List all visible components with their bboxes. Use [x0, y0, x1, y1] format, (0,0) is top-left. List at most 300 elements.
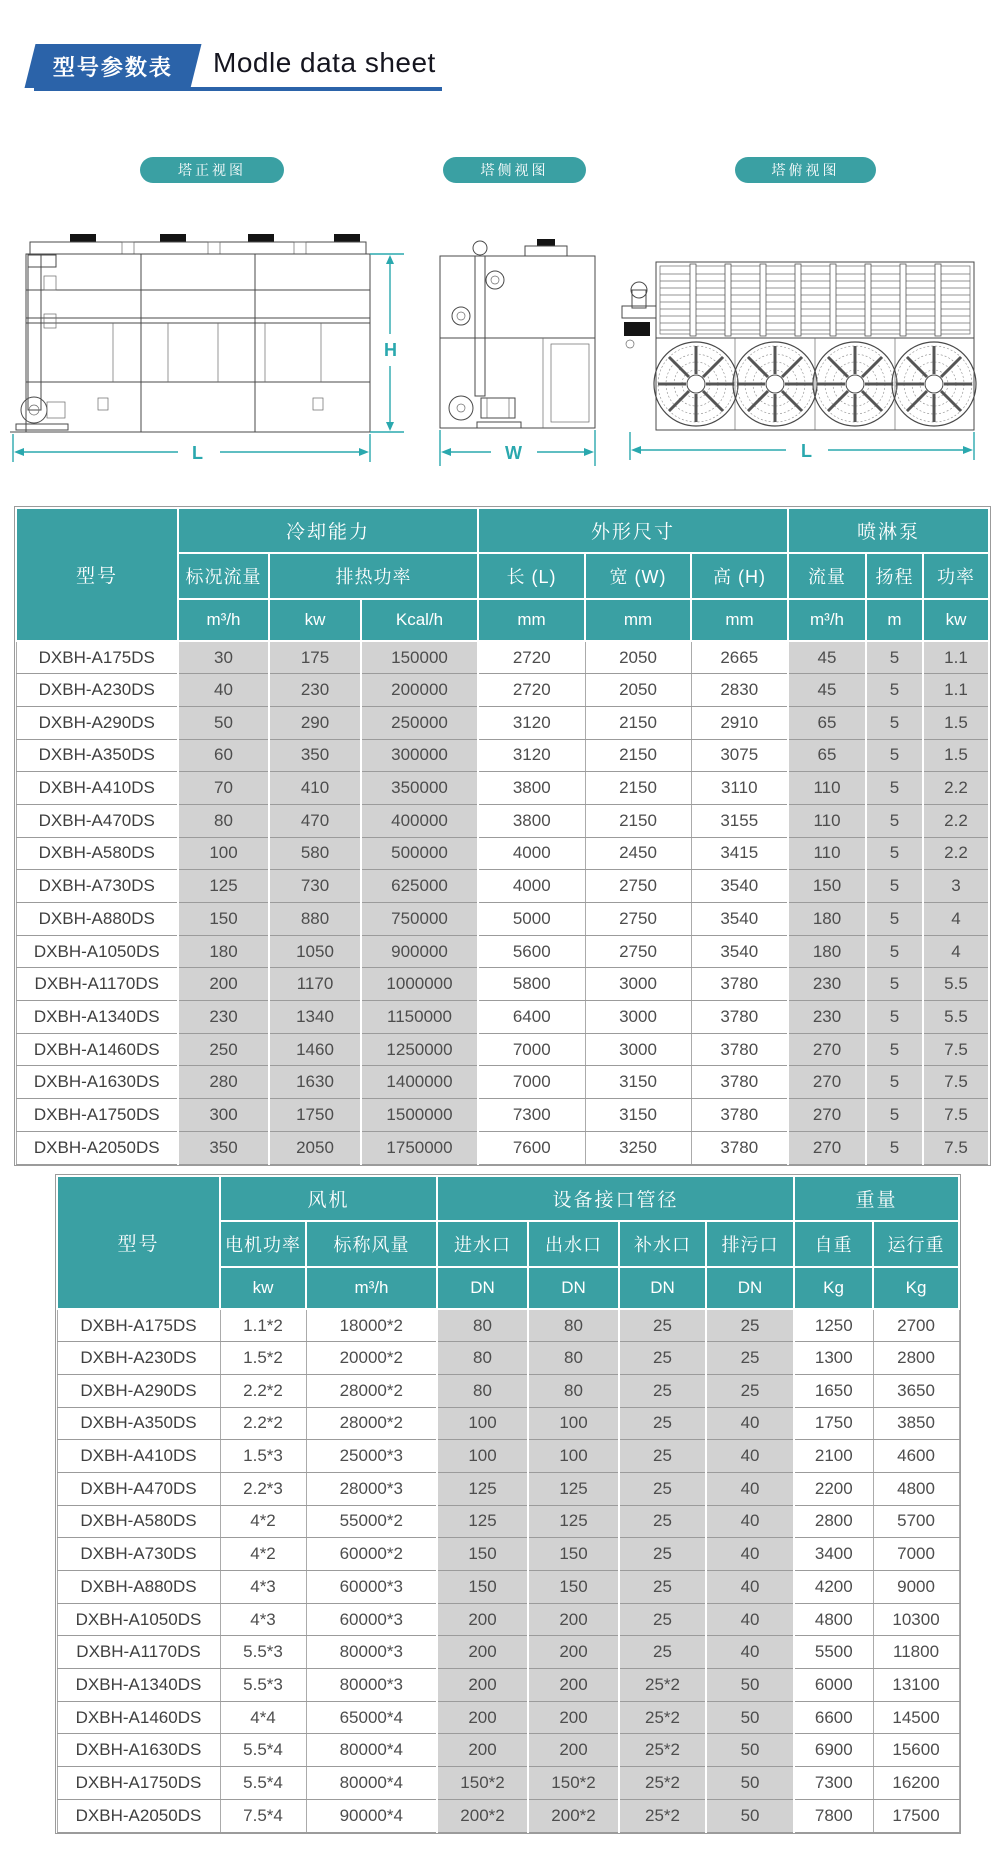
table-row: [16, 837, 989, 870]
value-cell: 1.5: [923, 706, 989, 739]
value-cell: 1.1: [923, 674, 989, 707]
unit-cell: kw: [269, 599, 361, 641]
value-cell: 40: [178, 674, 269, 707]
model-cell: DXBH-A1460DS: [57, 1701, 220, 1734]
value-cell: 1300: [794, 1342, 873, 1375]
value-cell: 6400: [478, 1001, 585, 1034]
value-cell: 1250000: [361, 1033, 478, 1066]
table-row: [57, 1799, 959, 1832]
model-cell: DXBH-A1050DS: [16, 935, 178, 968]
value-cell: 2800: [873, 1342, 959, 1375]
model-cell: DXBH-A1170DS: [57, 1636, 220, 1669]
value-cell: 25: [619, 1538, 706, 1571]
value-cell: 1.5: [923, 739, 989, 772]
value-cell: 80000*4: [306, 1734, 437, 1767]
value-cell: 3075: [691, 739, 788, 772]
model-cell: DXBH-A1050DS: [57, 1603, 220, 1636]
value-cell: 45: [788, 641, 866, 674]
value-cell: 900000: [361, 935, 478, 968]
value-cell: 250000: [361, 706, 478, 739]
value-cell: 150: [528, 1538, 619, 1571]
value-cell: 40: [706, 1571, 794, 1604]
value-cell: 2.2*2: [220, 1374, 306, 1407]
value-cell: 25: [706, 1374, 794, 1407]
value-cell: 25: [619, 1407, 706, 1440]
value-cell: 2150: [585, 706, 691, 739]
table-row: [57, 1407, 959, 1440]
value-cell: 4800: [794, 1603, 873, 1636]
value-cell: 25: [619, 1440, 706, 1473]
value-cell: 150: [437, 1571, 528, 1604]
value-cell: 80000*3: [306, 1636, 437, 1669]
value-cell: 90000*4: [306, 1799, 437, 1832]
value-cell: 200: [528, 1734, 619, 1767]
col-header-pump-power: 功率: [923, 553, 989, 599]
table-row: [16, 1066, 989, 1099]
model-cell: DXBH-A1630DS: [57, 1734, 220, 1767]
value-cell: 2050: [585, 641, 691, 674]
table-row: [16, 772, 989, 805]
value-cell: 5.5*4: [220, 1767, 306, 1800]
value-cell: 3850: [873, 1407, 959, 1440]
length-dim-label: L: [192, 443, 203, 463]
value-cell: 4200: [794, 1571, 873, 1604]
value-cell: 25*2: [619, 1669, 706, 1702]
value-cell: 60000*3: [306, 1571, 437, 1604]
value-cell: 25: [619, 1374, 706, 1407]
value-cell: 2.2: [923, 772, 989, 805]
value-cell: 7.5: [923, 1066, 989, 1099]
value-cell: 5: [866, 1033, 923, 1066]
value-cell: 5: [866, 1066, 923, 1099]
value-cell: 625000: [361, 870, 478, 903]
model-cell: DXBH-A410DS: [57, 1440, 220, 1473]
value-cell: 580: [269, 837, 361, 870]
unit-cell: mm: [691, 599, 788, 641]
value-cell: 150: [788, 870, 866, 903]
value-cell: 25*2: [619, 1767, 706, 1800]
width-dim-label: W: [505, 443, 522, 463]
value-cell: 80000*3: [306, 1669, 437, 1702]
side-view-badge: 塔侧视图: [443, 157, 586, 183]
table-row: [16, 1099, 989, 1132]
model-cell: DXBH-A2050DS: [57, 1799, 220, 1832]
value-cell: 28000*2: [306, 1374, 437, 1407]
value-cell: 1630: [269, 1066, 361, 1099]
col-header-pump-flow: 流量: [788, 553, 866, 599]
col-header-heat-power: 排热功率: [269, 553, 478, 599]
page-title: Modle data sheet: [213, 47, 436, 78]
value-cell: 50: [706, 1799, 794, 1832]
value-cell: 180: [788, 935, 866, 968]
group-header-spray-pump: 喷淋泵: [788, 508, 989, 553]
value-cell: 200*2: [528, 1799, 619, 1832]
value-cell: 25*2: [619, 1734, 706, 1767]
front-view-badge: 塔正视图: [140, 157, 284, 183]
unit-cell: Kg: [873, 1267, 959, 1309]
value-cell: 400000: [361, 804, 478, 837]
unit-cell: kw: [220, 1267, 306, 1309]
title-badge: [25, 44, 202, 88]
value-cell: 40: [706, 1472, 794, 1505]
model-cell: DXBH-A1170DS: [16, 968, 178, 1001]
fan: [813, 342, 897, 426]
value-cell: 7600: [478, 1131, 585, 1164]
value-cell: 3780: [691, 1066, 788, 1099]
value-cell: 3: [923, 870, 989, 903]
value-cell: 230: [178, 1001, 269, 1034]
value-cell: 5: [866, 935, 923, 968]
fan-motor-cap: [334, 234, 360, 242]
value-cell: 3120: [478, 739, 585, 772]
standpipe: [475, 256, 485, 396]
value-cell: 25000*3: [306, 1440, 437, 1473]
side-view-drawing: [425, 236, 615, 468]
value-cell: 7000: [478, 1033, 585, 1066]
title-badge-label: 型号参数表: [52, 54, 173, 80]
value-cell: 3780: [691, 968, 788, 1001]
value-cell: 80: [528, 1342, 619, 1375]
value-cell: 9000: [873, 1571, 959, 1604]
model-cell: DXBH-A175DS: [57, 1309, 220, 1342]
value-cell: 25*2: [619, 1799, 706, 1832]
value-cell: 1050: [269, 935, 361, 968]
value-cell: 5600: [478, 935, 585, 968]
col-header-model: 型号: [16, 508, 178, 641]
value-cell: 3540: [691, 903, 788, 936]
table-row: [57, 1342, 959, 1375]
value-cell: 2800: [794, 1505, 873, 1538]
model-cell: DXBH-A880DS: [16, 903, 178, 936]
value-cell: 65: [788, 739, 866, 772]
value-cell: 3780: [691, 1131, 788, 1164]
fan: [654, 342, 738, 426]
model-cell: DXBH-A1630DS: [16, 1066, 178, 1099]
value-cell: 7.5*4: [220, 1799, 306, 1832]
value-cell: 125: [178, 870, 269, 903]
unit-cell: mm: [478, 599, 585, 641]
value-cell: 25: [619, 1472, 706, 1505]
value-cell: 2750: [585, 870, 691, 903]
value-cell: 5: [866, 772, 923, 805]
model-cell: DXBH-A470DS: [57, 1472, 220, 1505]
value-cell: 2150: [585, 739, 691, 772]
pipe-flange: [486, 271, 504, 289]
value-cell: 2100: [794, 1440, 873, 1473]
unit-cell: m³/h: [788, 599, 866, 641]
value-cell: 290: [269, 706, 361, 739]
value-cell: 25: [619, 1342, 706, 1375]
value-cell: 100: [528, 1407, 619, 1440]
model-cell: DXBH-A2050DS: [16, 1131, 178, 1164]
value-cell: 65000*4: [306, 1701, 437, 1734]
col-header-makeup-water: 补水口: [619, 1221, 706, 1267]
value-cell: 1.5*3: [220, 1440, 306, 1473]
title-underline: [34, 87, 442, 91]
value-cell: 200: [528, 1636, 619, 1669]
model-cell: DXBH-A1460DS: [16, 1033, 178, 1066]
value-cell: 6000: [794, 1669, 873, 1702]
value-cell: 50: [706, 1767, 794, 1800]
model-cell: DXBH-A470DS: [16, 804, 178, 837]
value-cell: 2700: [873, 1309, 959, 1342]
table-row: [57, 1472, 959, 1505]
table-row: [16, 1033, 989, 1066]
value-cell: 1250: [794, 1309, 873, 1342]
value-cell: 4*4: [220, 1701, 306, 1734]
value-cell: 5.5*3: [220, 1669, 306, 1702]
value-cell: 3000: [585, 1001, 691, 1034]
table-row: [16, 1001, 989, 1034]
value-cell: 500000: [361, 837, 478, 870]
model-cell: DXBH-A580DS: [16, 837, 178, 870]
pipe-flange: [44, 276, 56, 290]
value-cell: 5.5: [923, 968, 989, 1001]
value-cell: 3780: [691, 1099, 788, 1132]
value-cell: 5000: [478, 903, 585, 936]
value-cell: 80: [528, 1309, 619, 1342]
value-cell: 125: [437, 1472, 528, 1505]
value-cell: 200000: [361, 674, 478, 707]
value-cell: 175: [269, 641, 361, 674]
value-cell: 3250: [585, 1131, 691, 1164]
model-cell: DXBH-A730DS: [57, 1538, 220, 1571]
value-cell: 25: [619, 1309, 706, 1342]
value-cell: 5700: [873, 1505, 959, 1538]
model-cell: DXBH-A730DS: [16, 870, 178, 903]
unit-cell: DN: [528, 1267, 619, 1309]
table-row: [16, 674, 989, 707]
value-cell: 80: [528, 1374, 619, 1407]
table-row: [57, 1734, 959, 1767]
value-cell: 70: [178, 772, 269, 805]
value-cell: 230: [788, 968, 866, 1001]
value-cell: 2830: [691, 674, 788, 707]
pump-motor: [481, 398, 515, 418]
value-cell: 5: [866, 641, 923, 674]
value-cell: 40: [706, 1538, 794, 1571]
value-cell: 2.2*3: [220, 1472, 306, 1505]
pump-motor: [624, 322, 650, 336]
value-cell: 25: [619, 1571, 706, 1604]
value-cell: 2150: [585, 772, 691, 805]
riser-pipe: [28, 255, 56, 267]
value-cell: 100: [528, 1440, 619, 1473]
model-cell: DXBH-A1340DS: [57, 1669, 220, 1702]
value-cell: 45: [788, 674, 866, 707]
value-cell: 25: [619, 1636, 706, 1669]
value-cell: 730: [269, 870, 361, 903]
value-cell: 60000*3: [306, 1603, 437, 1636]
value-cell: 200: [437, 1636, 528, 1669]
value-cell: 4000: [478, 870, 585, 903]
table-row: [16, 968, 989, 1001]
value-cell: 65: [788, 706, 866, 739]
value-cell: 350: [178, 1131, 269, 1164]
model-cell: DXBH-A350DS: [16, 739, 178, 772]
value-cell: 80: [437, 1374, 528, 1407]
value-cell: 270: [788, 1066, 866, 1099]
value-cell: 5: [866, 1131, 923, 1164]
value-cell: 150*2: [437, 1767, 528, 1800]
model-cell: DXBH-A175DS: [16, 641, 178, 674]
table-row: [57, 1636, 959, 1669]
model-cell: DXBH-A410DS: [16, 772, 178, 805]
value-cell: 3780: [691, 1001, 788, 1034]
riser-pipe: [28, 255, 41, 410]
value-cell: 80: [437, 1309, 528, 1342]
unit-cell: mm: [585, 599, 691, 641]
table-row: [57, 1603, 959, 1636]
value-cell: 5: [866, 1001, 923, 1034]
col-header-height: 高 (H): [691, 553, 788, 599]
value-cell: 4*3: [220, 1571, 306, 1604]
value-cell: 15600: [873, 1734, 959, 1767]
value-cell: 1750000: [361, 1131, 478, 1164]
value-cell: 2720: [478, 641, 585, 674]
value-cell: 1.1*2: [220, 1309, 306, 1342]
value-cell: 25: [619, 1603, 706, 1636]
value-cell: 150000: [361, 641, 478, 674]
value-cell: 200: [528, 1603, 619, 1636]
value-cell: 3120: [478, 706, 585, 739]
value-cell: 2720: [478, 674, 585, 707]
col-header-drain: 排污口: [706, 1221, 794, 1267]
value-cell: 60000*2: [306, 1538, 437, 1571]
value-cell: 25*2: [619, 1701, 706, 1734]
col-header-airflow: 标称风量: [306, 1221, 437, 1267]
height-dim-label: H: [384, 340, 397, 360]
value-cell: 150*2: [528, 1767, 619, 1800]
value-cell: 5.5*4: [220, 1734, 306, 1767]
value-cell: 2750: [585, 903, 691, 936]
value-cell: 5.5*3: [220, 1636, 306, 1669]
value-cell: 110: [788, 772, 866, 805]
group-header-dimensions: 外形尺寸: [478, 508, 788, 553]
col-header-model: 型号: [57, 1176, 220, 1309]
value-cell: 200: [178, 968, 269, 1001]
value-cell: 60: [178, 739, 269, 772]
value-cell: 125: [528, 1505, 619, 1538]
value-cell: 5: [866, 1099, 923, 1132]
value-cell: 3155: [691, 804, 788, 837]
value-cell: 2050: [585, 674, 691, 707]
value-cell: 180: [178, 935, 269, 968]
value-cell: 5: [866, 739, 923, 772]
value-cell: 270: [788, 1099, 866, 1132]
value-cell: 110: [788, 804, 866, 837]
value-cell: 270: [788, 1033, 866, 1066]
value-cell: 80: [178, 804, 269, 837]
value-cell: 3110: [691, 772, 788, 805]
value-cell: 3150: [585, 1099, 691, 1132]
value-cell: 270: [788, 1131, 866, 1164]
col-header-running-weight: 运行重: [873, 1221, 959, 1267]
value-cell: 5800: [478, 968, 585, 1001]
value-cell: 200*2: [437, 1799, 528, 1832]
value-cell: 100: [437, 1407, 528, 1440]
value-cell: 7.5: [923, 1131, 989, 1164]
table-row: [16, 1131, 989, 1164]
value-cell: 3800: [478, 772, 585, 805]
value-cell: 3400: [794, 1538, 873, 1571]
value-cell: 20000*2: [306, 1342, 437, 1375]
table-row: [57, 1538, 959, 1571]
group-header-pipe-connections: 设备接口管径: [437, 1176, 794, 1221]
value-cell: 3540: [691, 870, 788, 903]
table-row: [16, 903, 989, 936]
table-row: [16, 804, 989, 837]
table-row: [57, 1440, 959, 1473]
table-row: [57, 1767, 959, 1800]
value-cell: 230: [269, 674, 361, 707]
value-cell: 3540: [691, 935, 788, 968]
value-cell: 200: [437, 1669, 528, 1702]
value-cell: 3000: [585, 1033, 691, 1066]
value-cell: 1.1: [923, 641, 989, 674]
value-cell: 2200: [794, 1472, 873, 1505]
value-cell: 1150000: [361, 1001, 478, 1034]
value-cell: 470: [269, 804, 361, 837]
col-header-net-weight: 自重: [794, 1221, 873, 1267]
unit-cell: kw: [923, 599, 989, 641]
model-cell: DXBH-A290DS: [57, 1374, 220, 1407]
value-cell: 3780: [691, 1033, 788, 1066]
table-row: [57, 1505, 959, 1538]
unit-cell: m³/h: [306, 1267, 437, 1309]
value-cell: 50: [706, 1669, 794, 1702]
model-cell: DXBH-A880DS: [57, 1571, 220, 1604]
value-cell: 125: [528, 1472, 619, 1505]
value-cell: 230: [788, 1001, 866, 1034]
table-row: [57, 1571, 959, 1604]
value-cell: 1650: [794, 1374, 873, 1407]
value-cell: 25: [706, 1309, 794, 1342]
model-cell: DXBH-A230DS: [57, 1342, 220, 1375]
fan-motor-cap: [70, 234, 96, 242]
value-cell: 7300: [794, 1767, 873, 1800]
unit-cell: Kg: [794, 1267, 873, 1309]
unit-cell: Kcal/h: [361, 599, 478, 641]
value-cell: 5: [866, 870, 923, 903]
fan-motor-cap: [160, 234, 186, 242]
value-cell: 3000: [585, 968, 691, 1001]
value-cell: 3650: [873, 1374, 959, 1407]
value-cell: 200: [528, 1701, 619, 1734]
value-cell: 1170: [269, 968, 361, 1001]
value-cell: 4*2: [220, 1505, 306, 1538]
value-cell: 50: [706, 1734, 794, 1767]
col-header-water-inlet: 进水口: [437, 1221, 528, 1267]
value-cell: 2.2: [923, 837, 989, 870]
group-header-cooling: 冷却能力: [178, 508, 478, 553]
value-cell: 2050: [269, 1131, 361, 1164]
table-row: [16, 706, 989, 739]
spec-table-performance: [15, 507, 990, 1165]
value-cell: 280: [178, 1066, 269, 1099]
value-cell: 16200: [873, 1767, 959, 1800]
value-cell: 80000*4: [306, 1767, 437, 1800]
value-cell: 1500000: [361, 1099, 478, 1132]
top-view-badge: 塔俯视图: [735, 157, 876, 183]
col-header-pump-head: 扬程: [866, 553, 923, 599]
access-door: [551, 344, 589, 422]
value-cell: 4000: [478, 837, 585, 870]
value-cell: 28000*2: [306, 1407, 437, 1440]
value-cell: 200: [437, 1734, 528, 1767]
model-cell: DXBH-A350DS: [57, 1407, 220, 1440]
unit-cell: DN: [706, 1267, 794, 1309]
